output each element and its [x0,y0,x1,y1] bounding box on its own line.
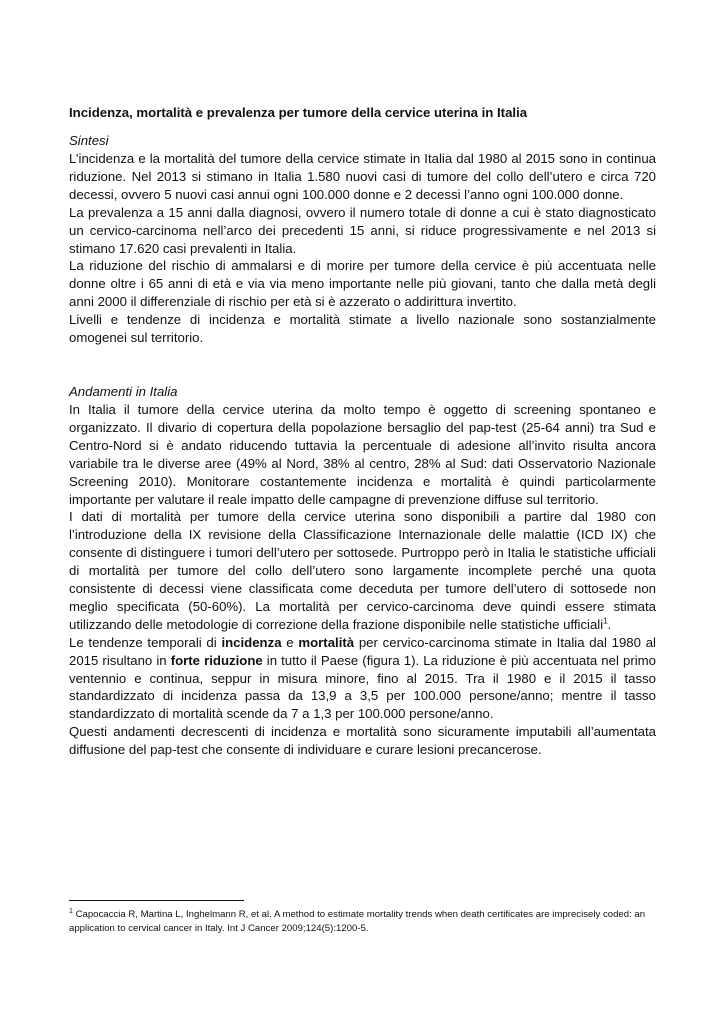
text-run: Le tendenze temporali di [69,634,222,650]
text-run: per cervico-carcinoma stimate in Italia dal 1980 al 2015 risultano in [69,634,656,668]
andamenti-paragraph-2-end: . [607,616,612,632]
bold-forte-riduzione: forte riduzione [170,652,263,668]
bold-incidenza: incidenza [221,634,282,650]
andamenti-paragraph-2-text: I dati di mortalità per tumore della cervice uterina sono disponibili a partire dal 1980 con l’introduzione della IX revisione della Classificazione Internazionale delle malattie (ICD IX) che consente di distinguere i tumori dell’utero per sottosede. Purtroppo però in Italia le statistiche ufficiali di mortalità per tumore del collo dell’utero sono largamente incomplete perché una quota consistente di decessi viene classificata come deceduta per tumore dell’utero di sottosede non meglio specificata (50-60%). La mortalità per cervico-carcinoma deve quindi essere stimata utilizzando delle metodologie di correzione della frazione disponibile nelle statistiche ufficiali [69,509,656,632]
text-run: e [281,634,299,650]
andamenti-paragraph-1: In Italia il tumore della cervice uterina da molto tempo è oggetto di screening spontaneo e organizzato. Il divario di copertura della popolazione bersaglio del pap-test (25-64 anni) tra Sud e Centro-Nord si è andato riducendo tuttavia la percentuale di adesione all’invito risulta ancora variabile tra le diverse aree (49% al Nord, 38% al centro, 28% al Sud: dati Osservatorio Nazionale Screening 2010). Monitorare costantemente incidenza e mortalità è quindi particolarmente importante per valutare il reale impatto delle campagne di prevenzione diffuse sul territorio. [69,401,656,507]
sintesi-paragraph-4: Livelli e tendenze di incidenza e mortalità stimate a livello nazionale sono sostanzialmente omogenei sul territorio. [69,312,656,346]
footnote-text: Capocaccia R, Martina L, Inghelmann R, et al. A method to estimate mortality trends when death certificates are imprecisely coded: an application to cervical cancer in Italy. Int J Cancer 2009;124(5):1200-5. [69,909,646,934]
andamenti-paragraph-2 [69,508,656,633]
sintesi-paragraph-2: La prevalenza a 15 anni dalla diagnosi, ovvero il numero totale di donne a cui è stato diagnosticato un cervico-carcinoma nell’arco dei precedenti 15 anni, si riduce progressivamente e nel 2013 si stimano 17.620 casi prevalenti in Italia. [69,204,656,256]
document-body [69,104,656,759]
footnote-reference[interactable]: 1 [603,616,608,626]
text-run: in tutto il Paese (figura 1). La riduzione è più accentuata nel primo ventennio e continua, seppur in misura minore, fino al 2015. Tra il 1980 e il 2015 il tasso standardizzato di incidenza passa da 13,9 a 3,5 per 100.000 persone/anno; mentre il tasso standardizzato di mortalità scende da 7 a 1,3 per 100.000 persone/anno. [69,652,656,722]
sintesi-paragraph-1: L’incidenza e la mortalità del tumore della cervice stimate in Italia dal 1980 al 2015 sono in continua riduzione. Nel 2013 si stimano in Italia 1.580 nuovi casi di tumore del collo dell’utero e circa 720 decessi, ovvero 5 nuovi casi annui ogni 100.000 donne e 2 decessi l’anno ogni 100.000 donne. [69,151,656,202]
sintesi-paragraph-3: La riduzione del rischio di ammalarsi e di morire per tumore della cervice è più accentuata nelle donne oltre i 65 anni di età e via via meno importante nelle più giovani, tanto che dalla metà degli anni 2000 il differenziale di rischio per età si è azzerato o addirittura invertito. [69,258,656,310]
section-heading-sintesi: Sintesi [69,133,109,148]
footnote [69,908,656,936]
footnote-number: 1 [69,907,73,915]
bold-mortalita: mortalità [298,634,355,650]
andamenti-paragraph-4: Questi andamenti decrescenti di incidenza e mortalità sono sicuramente imputabili all’aumentata diffusione del pap-test che consente di individuare e curare lesioni precancerose. [69,724,656,758]
section-heading-andamenti: Andamenti in Italia [69,383,178,399]
document-title: Incidenza, mortalità e prevalenza per tumore della cervice uterina in Italia [69,105,528,120]
footnote-divider [69,900,244,901]
andamenti-paragraph-3 [69,634,656,724]
